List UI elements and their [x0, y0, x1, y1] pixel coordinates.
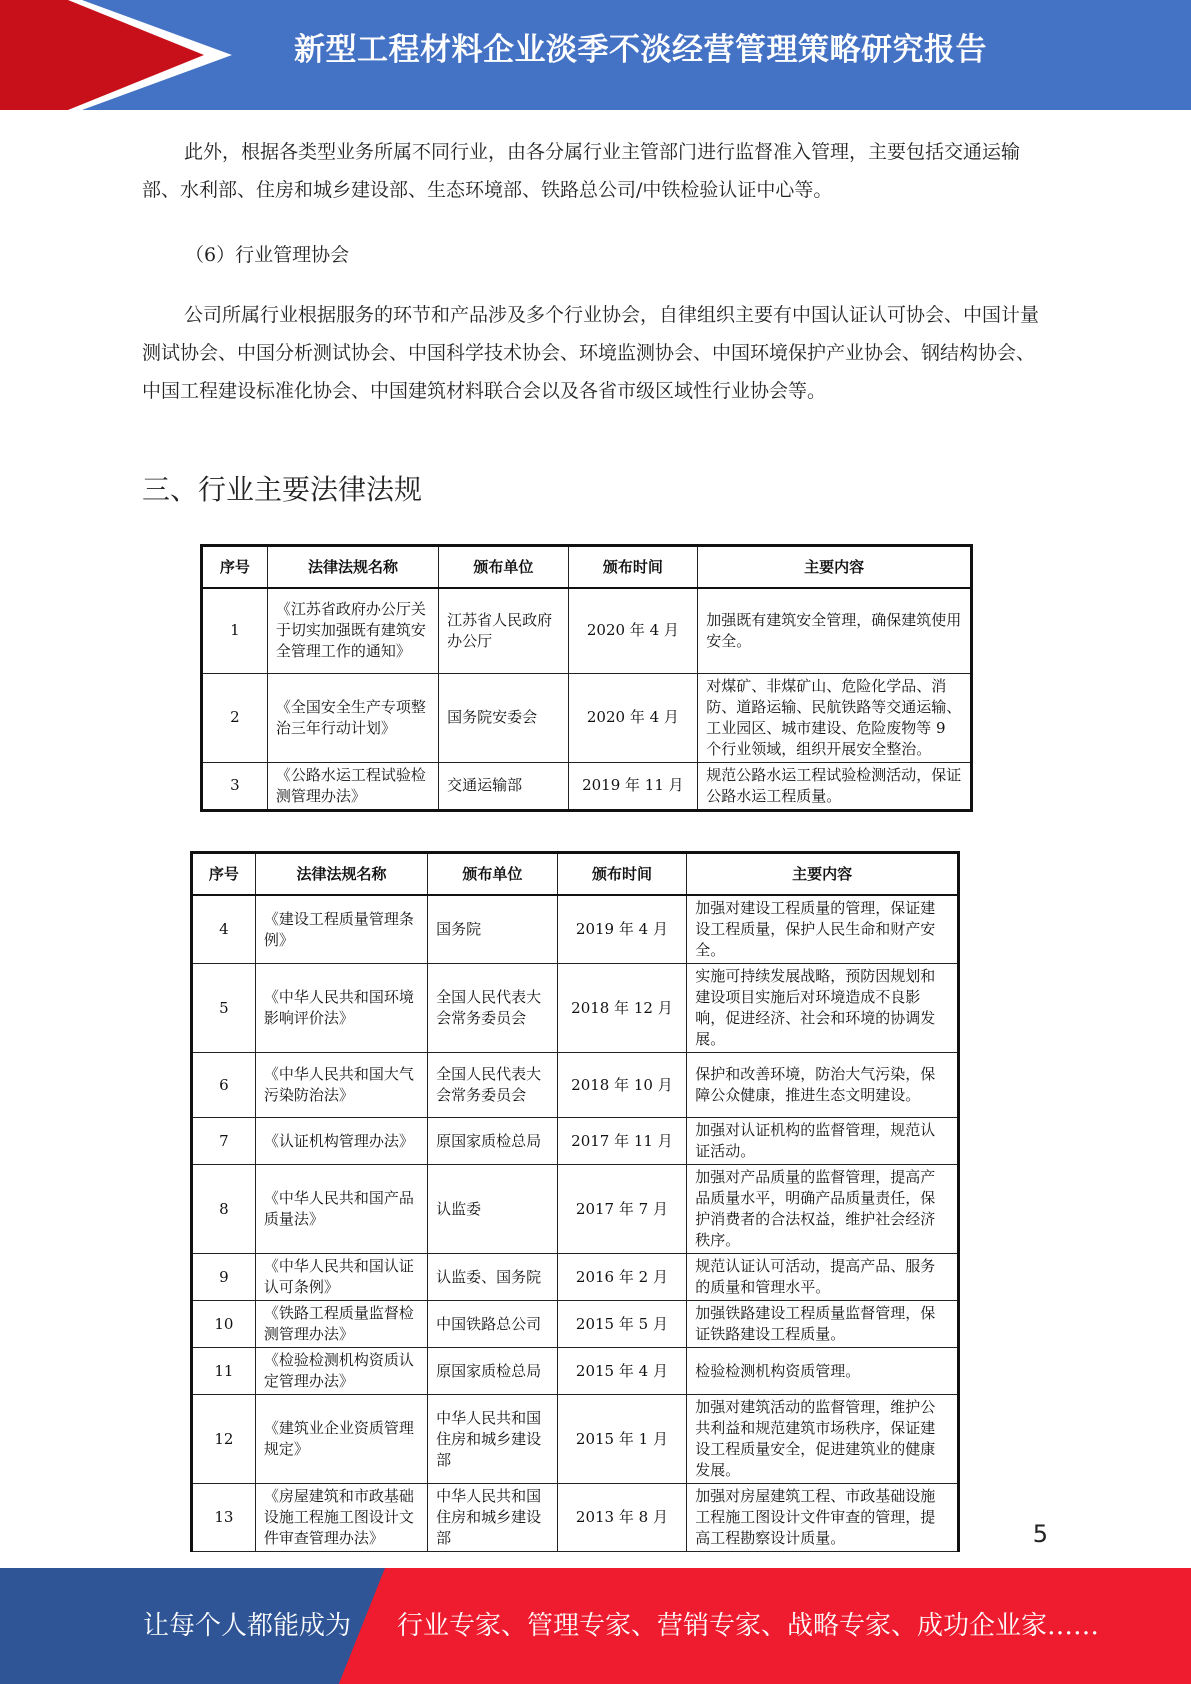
cell-issuer: 中国铁路总公司: [428, 1301, 558, 1348]
header-issuer: 颁布单位: [428, 853, 558, 896]
cell-content: 检验检测机构资质管理。: [687, 1348, 959, 1395]
footer-slogan-left: 让每个人都能成为: [143, 1611, 352, 1641]
cell-date: 2020 年 4 月: [568, 673, 698, 762]
cell-name: 《公路水运工程试验检测管理办法》: [267, 762, 438, 810]
header-chevron-red: [0, 0, 68, 110]
cell-content: 规范公路水运工程试验检测活动，保证公路水运工程质量。: [698, 762, 972, 810]
section-title: 三、行业主要法律法规: [142, 473, 423, 506]
cell-content: 加强既有建筑安全管理，确保建筑使用安全。: [698, 588, 972, 673]
page-number: 5: [1032, 1520, 1048, 1548]
cell-no: 1: [202, 588, 268, 673]
cell-issuer: 中华人民共和国住房和城乡建设部: [428, 1395, 558, 1484]
cell-date: 2019 年 4 月: [557, 895, 687, 964]
cell-content: 加强对建设工程质量的管理，保证建设工程质量，保护人民生命和财产安全。: [687, 895, 959, 964]
cell-issuer: 全国人民代表大会常务委员会: [428, 964, 558, 1053]
cell-content: 加强对产品质量的监督管理，提高产品质量水平，明确产品质量责任，保护消费者的合法权益，维护社会经济秩序。: [687, 1165, 959, 1254]
cell-issuer: 原国家质检总局: [428, 1118, 558, 1165]
cell-date: 2018 年 12 月: [557, 964, 687, 1053]
table-row: [192, 1395, 959, 1484]
cell-name: 《建设工程质量管理条例》: [255, 895, 427, 964]
subheading-industry-associations: （6）行业管理协会: [185, 244, 350, 266]
cell-date: 2013 年 8 月: [557, 1484, 687, 1552]
header-name: 法律法规名称: [255, 853, 427, 896]
cell-issuer: 国务院: [428, 895, 558, 964]
cell-issuer: 江苏省人民政府办公厅: [439, 588, 568, 673]
cell-content: 加强对房屋建筑工程、市政基础设施工程施工图设计文件审查的管理，提高工程勘察设计质量。: [687, 1484, 959, 1552]
table-row: [202, 762, 972, 810]
report-header: [0, 0, 1191, 110]
cell-no: 9: [192, 1254, 256, 1301]
header-no: 序号: [192, 853, 256, 896]
paragraph-regulators: 此外，根据各类型业务所属不同行业，由各分属行业主管部门进行监督准入管理，主要包括交通运输部、水利部、住房和城乡建设部、生态环境部、铁路总公司/中铁检验认证中心等。: [142, 141, 1021, 201]
cell-name: 《检验检测机构资质认定管理办法》: [255, 1348, 427, 1395]
cell-issuer: 原国家质检总局: [428, 1348, 558, 1395]
cell-no: 11: [192, 1348, 256, 1395]
cell-no: 5: [192, 964, 256, 1053]
cell-date: 2015 年 4 月: [557, 1348, 687, 1395]
cell-name: 《中华人民共和国产品质量法》: [255, 1165, 427, 1254]
cell-no: 13: [192, 1484, 256, 1552]
cell-name: 《中华人民共和国认证认可条例》: [255, 1254, 427, 1301]
header-date: 颁布时间: [557, 853, 687, 896]
table-row: [192, 964, 959, 1053]
cell-date: 2017 年 7 月: [557, 1165, 687, 1254]
table-row: [192, 1484, 959, 1552]
table-row: [202, 673, 972, 762]
cell-name: 《中华人民共和国大气污染防治法》: [255, 1053, 427, 1118]
header-date: 颁布时间: [568, 546, 698, 589]
laws-table-1: [200, 544, 973, 812]
cell-no: 7: [192, 1118, 256, 1165]
cell-content: 加强铁路建设工程质量监督管理，保证铁路建设工程质量。: [687, 1301, 959, 1348]
cell-name: 《江苏省政府办公厅关于切实加强既有建筑安全管理工作的通知》: [267, 588, 438, 673]
cell-content: 加强对认证机构的监督管理，规范认证活动。: [687, 1118, 959, 1165]
cell-date: 2018 年 10 月: [557, 1053, 687, 1118]
cell-date: 2015 年 5 月: [557, 1301, 687, 1348]
cell-date: 2015 年 1 月: [557, 1395, 687, 1484]
table-header-row: [192, 853, 959, 896]
cell-no: 6: [192, 1053, 256, 1118]
header-no: 序号: [202, 546, 268, 589]
table-row: [192, 1118, 959, 1165]
header-content: 主要内容: [698, 546, 972, 589]
cell-content: 实施可持续发展战略，预防因规划和建设项目实施后对环境造成不良影响，促进经济、社会和环境的协调发展。: [687, 964, 959, 1053]
cell-no: 12: [192, 1395, 256, 1484]
header-name: 法律法规名称: [267, 546, 438, 589]
cell-issuer: 全国人民代表大会常务委员会: [428, 1053, 558, 1118]
cell-content: 加强对建筑活动的监督管理，维护公共利益和规范建筑市场秩序，保证建设工程质量安全，促进建筑业的健康发展。: [687, 1395, 959, 1484]
table-header-row: [202, 546, 972, 589]
cell-issuer: 认监委、国务院: [428, 1254, 558, 1301]
cell-no: 10: [192, 1301, 256, 1348]
cell-date: 2017 年 11 月: [557, 1118, 687, 1165]
cell-no: 2: [202, 673, 268, 762]
cell-no: 3: [202, 762, 268, 810]
cell-name: 《房屋建筑和市政基础设施工程施工图设计文件审查管理办法》: [255, 1484, 427, 1552]
cell-name: 《铁路工程质量监督检测管理办法》: [255, 1301, 427, 1348]
cell-date: 2019 年 11 月: [568, 762, 698, 810]
laws-table-2: [190, 851, 960, 1552]
cell-issuer: 中华人民共和国住房和城乡建设部: [428, 1484, 558, 1552]
paragraph-associations: 公司所属行业根据服务的环节和产品涉及多个行业协会，自律组织主要有中国认证认可协会、中国计量测试协会、中国分析测试协会、中国科学技术协会、环境监测协会、中国环境保护产业协会、钢结构协会、中国工程建设标准化协会、中国建筑材料联合会以及各省市级区域性行业协会等。: [142, 304, 1040, 402]
cell-no: 4: [192, 895, 256, 964]
cell-date: 2020 年 4 月: [568, 588, 698, 673]
table-row: [192, 1053, 959, 1118]
table-row: [192, 1254, 959, 1301]
table-row: [192, 1301, 959, 1348]
cell-name: 《全国安全生产专项整治三年行动计划》: [267, 673, 438, 762]
header-content: 主要内容: [687, 853, 959, 896]
header-issuer: 颁布单位: [439, 546, 568, 589]
cell-date: 2016 年 2 月: [557, 1254, 687, 1301]
report-title: 新型工程材料企业淡季不淡经营管理策略研究报告: [294, 32, 987, 68]
cell-issuer: 国务院安委会: [439, 673, 568, 762]
cell-no: 8: [192, 1165, 256, 1254]
cell-content: 规范认证认可活动，提高产品、服务的质量和管理水平。: [687, 1254, 959, 1301]
cell-name: 《建筑业企业资质管理规定》: [255, 1395, 427, 1484]
cell-issuer: 认监委: [428, 1165, 558, 1254]
footer-slogan-right: 行业专家、管理专家、营销专家、战略专家、成功企业家……: [397, 1611, 1100, 1641]
cell-name: 《认证机构管理办法》: [255, 1118, 427, 1165]
footer-banner: [0, 1568, 1191, 1684]
cell-content: 保护和改善环境，防治大气污染，保障公众健康，推进生态文明建设。: [687, 1053, 959, 1118]
table-row: [192, 895, 959, 964]
table-row: [192, 1348, 959, 1395]
cell-issuer: 交通运输部: [439, 762, 568, 810]
table-row: [192, 1165, 959, 1254]
cell-content: 对煤矿、非煤矿山、危险化学品、消防、道路运输、民航铁路等交通运输、工业园区、城市建设、危险废物等 9 个行业领域，组织开展安全整治。: [698, 673, 972, 762]
cell-name: 《中华人民共和国环境影响评价法》: [255, 964, 427, 1053]
table-row: [202, 588, 972, 673]
